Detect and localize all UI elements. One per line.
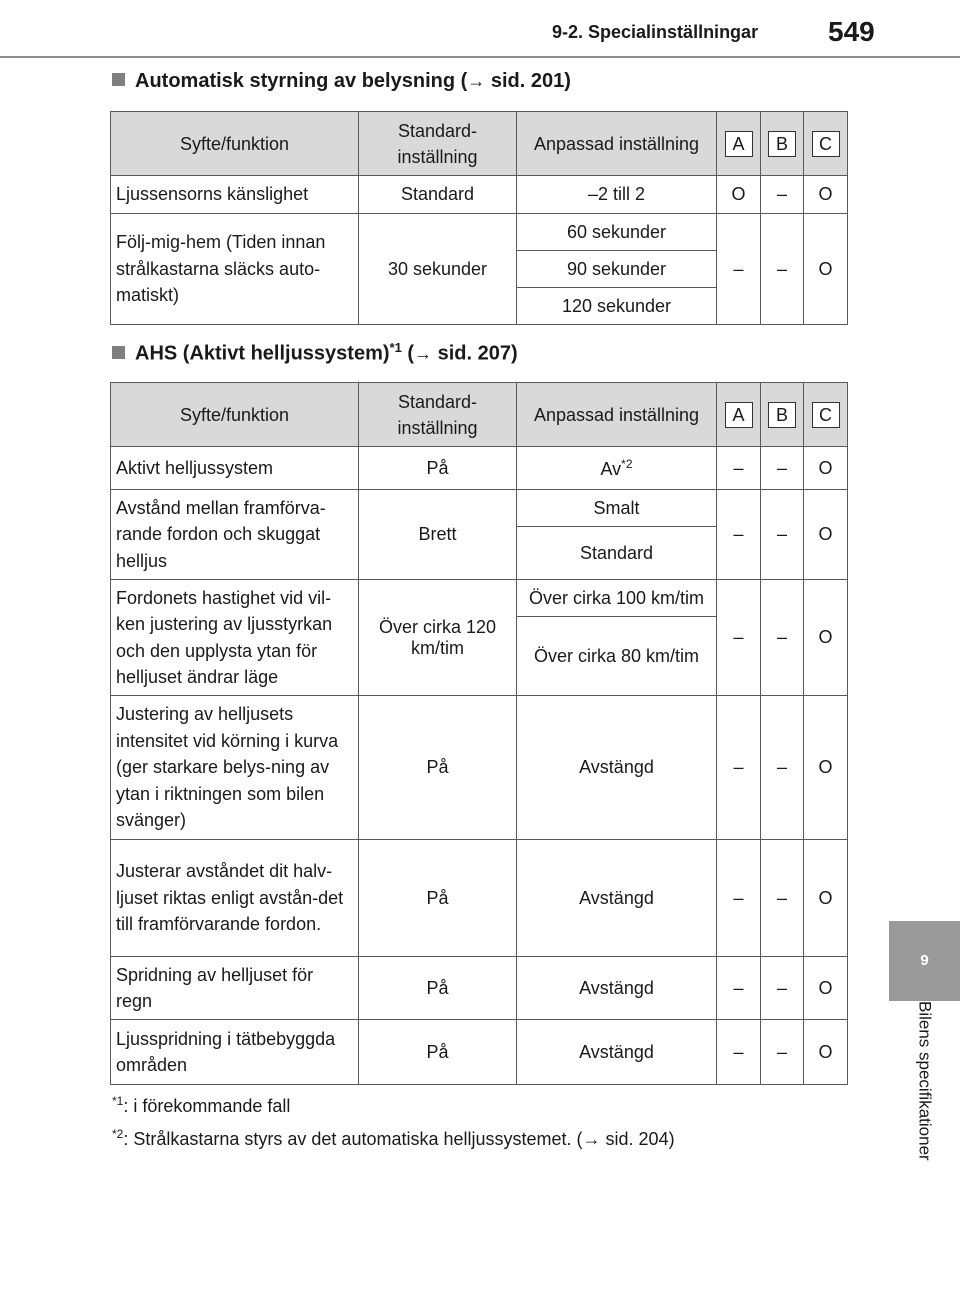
col-header-function: Syfte/funktion bbox=[111, 112, 359, 176]
col-header-c bbox=[804, 383, 848, 447]
header-divider bbox=[0, 56, 960, 58]
chapter-tab[interactable]: 9 bbox=[889, 921, 960, 1001]
letter-a-icon: A bbox=[725, 402, 753, 428]
col-header-c bbox=[804, 112, 848, 176]
col-header-b bbox=[761, 383, 804, 447]
page-reference-link[interactable]: sid. 204) bbox=[600, 1129, 675, 1149]
col-header-custom: Anpassad inställning bbox=[517, 383, 717, 447]
footnote-2: $^{*2}$: Strålkastarna styrs av det automatiska helljussystemet. (→ sid. 204) bbox=[112, 1127, 675, 1149]
col-header-a bbox=[717, 112, 761, 176]
ahs-settings-table bbox=[110, 382, 848, 1085]
col-header-standard: Standard- inställning bbox=[359, 112, 517, 176]
table-header-row bbox=[111, 112, 848, 176]
letter-a-icon: A bbox=[725, 131, 753, 157]
page-reference-link[interactable]: sid. 207) bbox=[432, 342, 518, 365]
col-header-function: Syfte/funktion bbox=[111, 383, 359, 447]
arrow-right-icon: → bbox=[582, 1129, 601, 1149]
footnote-1: $^{*1}$: i förekommande fall bbox=[112, 1094, 291, 1116]
section-heading-ahs: AHS (Aktivt helljussystem)$^{*1}$ (→ sid. 207) bbox=[112, 340, 518, 366]
chapter-label-text: Bilens specifikationer bbox=[915, 1001, 935, 1161]
page-header bbox=[0, 0, 960, 54]
letter-c-icon: C bbox=[812, 402, 840, 428]
col-header-standard: Standard- inställning bbox=[359, 383, 517, 447]
col-header-custom: Anpassad inställning bbox=[517, 112, 717, 176]
table-row: Avstånd mellan framförva-rande fordon och skuggat helljus Brett Smalt – – O bbox=[111, 490, 848, 527]
table-row: Fordonets hastighet vid vil-ken justering av ljusstyrkan och den upplysta ytan för helljuset ändrar läge Över cirka 120 km/tim Över cirka 100 km/tim – – O bbox=[111, 580, 848, 617]
table-row: Aktivt helljussystem På Av$^{*2}$ – – O bbox=[111, 447, 848, 490]
arrow-right-icon: → bbox=[414, 343, 433, 364]
col-header-a bbox=[717, 383, 761, 447]
table-row: Spridning av helljuset för regn På Avstängd – – O bbox=[111, 957, 848, 1020]
arrow-right-icon: → bbox=[467, 71, 486, 91]
table-row: Justerar avståndet dit halv-ljuset riktas enligt avstån-det till framförvarande fordon. På Avstängd – – O bbox=[111, 840, 848, 957]
lighting-settings-table bbox=[110, 111, 848, 325]
letter-b-icon: B bbox=[768, 402, 796, 428]
table-row: 120 sekunder bbox=[111, 288, 848, 325]
square-bullet-icon bbox=[112, 346, 125, 359]
table-row: Standard bbox=[111, 527, 848, 580]
col-header-b bbox=[761, 112, 804, 176]
letter-b-icon: B bbox=[768, 131, 796, 157]
letter-c-icon: C bbox=[812, 131, 840, 157]
table-row: Följ-mig-hem (Tiden innan strålkastarna släcks auto-matiskt) 30 sekunder 60 sekunder – – O bbox=[111, 214, 848, 251]
table-row: Justering av helljusets intensitet vid körning i kurva (ger starkare belys-ning av ytan i riktningen som bilen svänger) På Avstängd – – O bbox=[111, 696, 848, 840]
page-reference-link[interactable]: sid. 201) bbox=[485, 70, 571, 92]
table-row: Ljussensorns känslighet Standard –2 till 2 O – O bbox=[111, 176, 848, 214]
section-title: 9-2. Specialinställningar bbox=[552, 22, 759, 42]
table-header-row bbox=[111, 383, 848, 447]
table-row: Ljusspridning i tätbebyggda områden På Avstängd – – O bbox=[111, 1020, 848, 1085]
table-row: Över cirka 80 km/tim bbox=[111, 617, 848, 696]
chapter-label bbox=[889, 1001, 960, 1216]
section-heading-lighting: Automatisk styrning av belysning (→ sid. 201) bbox=[112, 70, 571, 93]
square-bullet-icon bbox=[112, 73, 125, 86]
table-row: 90 sekunder bbox=[111, 251, 848, 288]
page-number: 549 bbox=[828, 16, 875, 47]
